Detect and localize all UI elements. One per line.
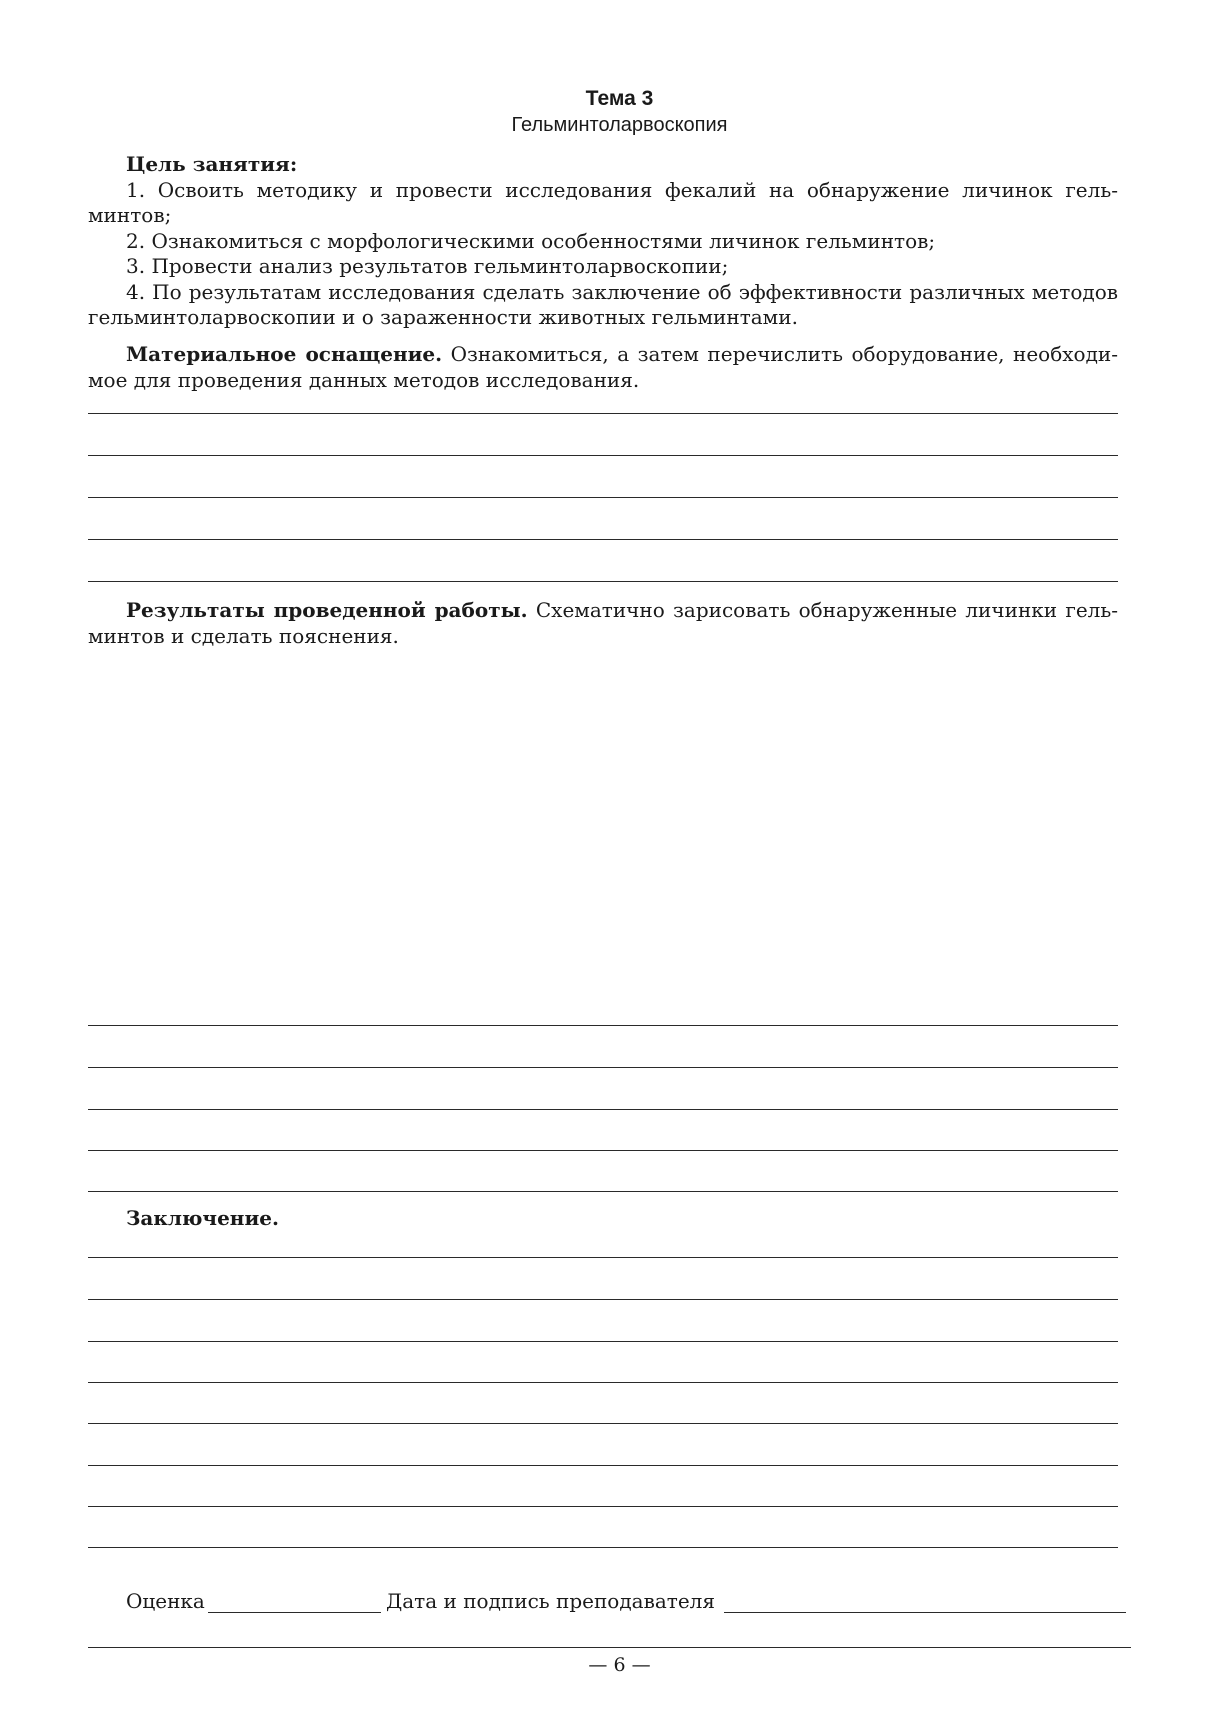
topic-header [0, 86, 1211, 138]
conclusion-answer-line[interactable] [88, 1341, 1118, 1342]
equipment-heading: Материальное оснащение. [126, 342, 443, 366]
equipment-answer-line[interactable] [88, 455, 1118, 456]
drawing-area[interactable] [88, 660, 1118, 1010]
results-answer-line[interactable] [88, 1191, 1118, 1192]
conclusion-answer-line[interactable] [88, 1465, 1118, 1466]
conclusion-answer-line[interactable] [88, 1257, 1118, 1258]
goal-item-1: 1. Освоить методику и провести исследования фекалий на обнаружение личинок гельминтов; [88, 177, 1118, 227]
footer-divider [88, 1647, 1131, 1648]
results-text: Схематично зарисовать обнаруженные личинки гельминтов и сделать пояснения. [88, 598, 1119, 648]
equipment-section [88, 342, 1118, 393]
results-answer-line[interactable] [88, 1109, 1118, 1110]
results-answer-line[interactable] [88, 1150, 1118, 1151]
goal-item-4: 4. По результатам исследования сделать заключение об эффективности различных методов гельминтоларвоскопии и о зараженности животных гельминтами. [88, 279, 1118, 329]
goal-section [88, 152, 1118, 331]
equipment-text: Ознакомиться, а затем перечислить оборудование, необходимое для проведения данных методов исследования. [88, 342, 1118, 392]
signature-row [126, 1587, 1126, 1617]
conclusion-heading: Заключение. [126, 1206, 279, 1230]
results-answer-line[interactable] [88, 1025, 1118, 1026]
grade-field[interactable] [208, 1612, 381, 1613]
equipment-paragraph [88, 342, 1118, 393]
results-paragraph [88, 598, 1118, 649]
results-heading: Результаты проведенной работы. [126, 598, 528, 622]
topic-number: Тема 3 [585, 87, 654, 110]
conclusion-answer-line[interactable] [88, 1506, 1118, 1507]
results-answer-line[interactable] [88, 1067, 1118, 1068]
conclusion-answer-line[interactable] [88, 1423, 1118, 1424]
goal-heading: Цель занятия: [126, 152, 298, 176]
goal-item-3: 3. Провести анализ результатов гельминтоларвоскопии; [126, 254, 729, 278]
page-number: — 6 — [588, 1654, 651, 1676]
equipment-answer-line[interactable] [88, 539, 1118, 540]
equipment-answer-line[interactable] [88, 413, 1118, 414]
equipment-answer-line[interactable] [88, 497, 1118, 498]
results-section [88, 598, 1118, 649]
equipment-answer-line[interactable] [88, 581, 1118, 582]
topic-title: Гельминтоларвоскопия [511, 114, 728, 136]
grade-label: Оценка [126, 1589, 205, 1613]
conclusion-answer-line[interactable] [88, 1382, 1118, 1383]
teacher-signature-label: Дата и подпись преподавателя [386, 1589, 715, 1613]
conclusion-answer-line[interactable] [88, 1299, 1118, 1300]
goal-item-2: 2. Ознакомиться с морфологическими особенностями личинок гельминтов; [126, 228, 936, 253]
conclusion-answer-line[interactable] [88, 1547, 1118, 1548]
teacher-signature-field[interactable] [724, 1612, 1126, 1613]
